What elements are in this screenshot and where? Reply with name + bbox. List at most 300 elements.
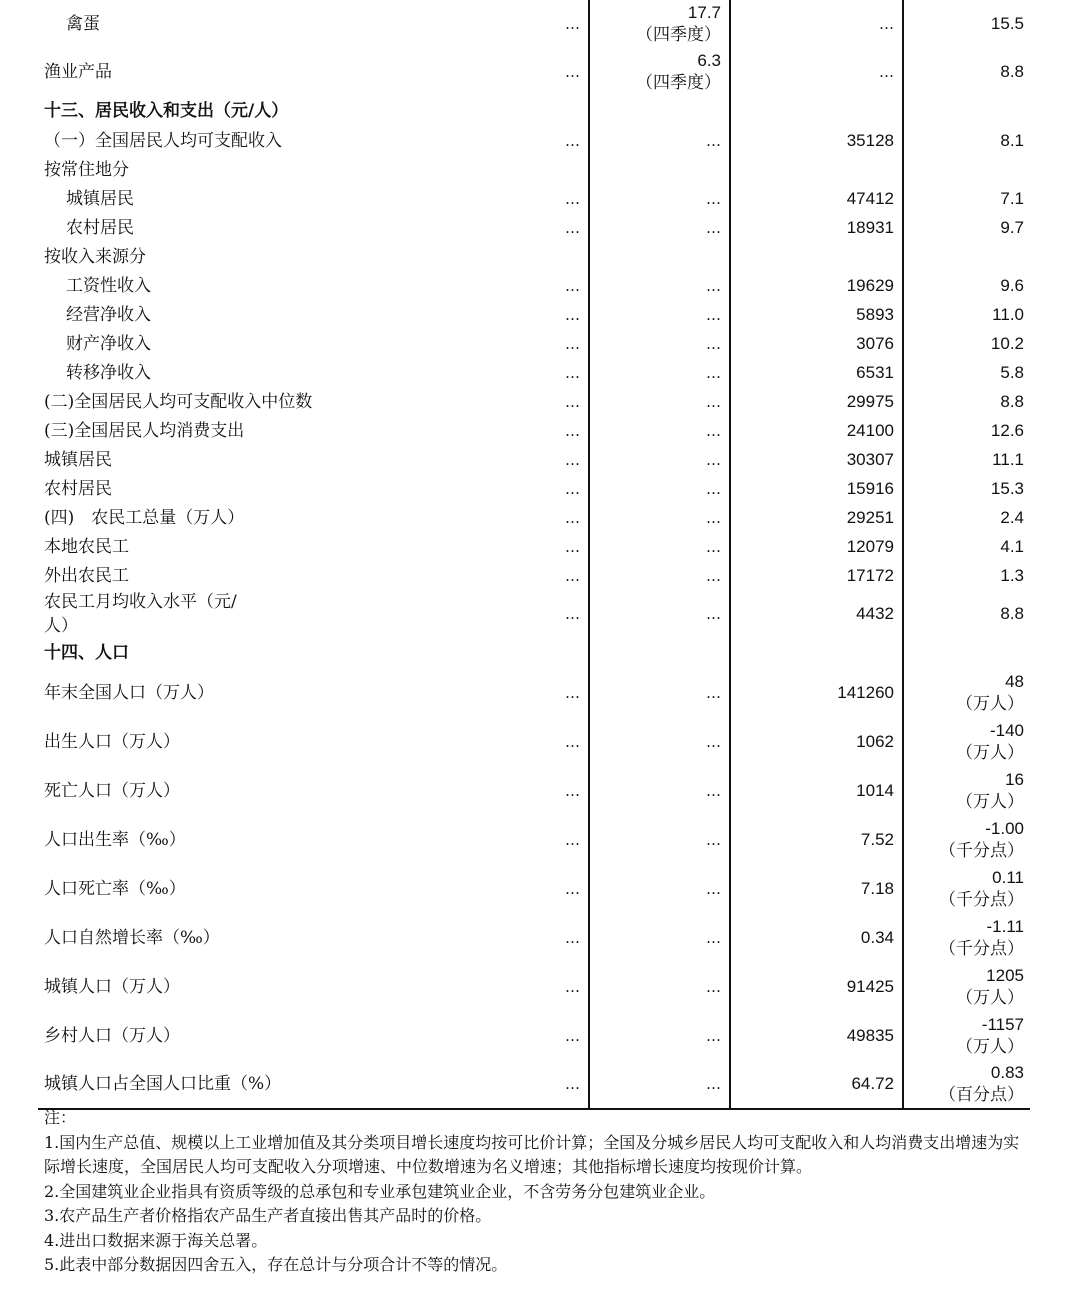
cell-value: 1.3 — [1000, 565, 1024, 585]
cell-c3 — [730, 416, 903, 445]
cell-value: 49835 — [846, 1025, 894, 1045]
cell-c1 — [438, 717, 589, 766]
row-label — [38, 48, 438, 96]
row-label-text: 农村居民 — [66, 217, 134, 238]
row-label-text: （一）全国居民人均可支配收入 — [44, 130, 282, 151]
ellipsis-value: … — [565, 1075, 580, 1093]
row-label-text: 城镇人口占全国人口比重（%） — [44, 1074, 282, 1094]
ellipsis-value: … — [706, 537, 721, 556]
row-label — [38, 766, 438, 815]
cell-value: 10.2 — [990, 333, 1024, 353]
table-row — [38, 358, 1030, 387]
table-row — [38, 962, 1030, 1011]
ellipsis-value: … — [706, 305, 721, 324]
cell-c1 — [438, 445, 589, 474]
cell-c2 — [589, 358, 730, 387]
ellipsis-value: … — [565, 450, 580, 469]
row-label-text: 人口自然增长率（‰） — [44, 927, 220, 948]
cell-c3 — [730, 962, 903, 1011]
ellipsis-value: … — [706, 977, 721, 996]
cell-c1 — [438, 126, 589, 155]
row-label — [38, 387, 438, 416]
row-label — [38, 0, 438, 48]
cell-value: 1062 — [856, 731, 894, 751]
cell-c1 — [438, 213, 589, 242]
row-label-text: (二)全国居民人均可支配收入中位数 — [44, 391, 313, 412]
row-label-text: 十四、人口 — [44, 643, 129, 663]
ellipsis-value: … — [565, 781, 580, 800]
cell-c4 — [903, 864, 1030, 913]
cell-c4 — [903, 766, 1030, 815]
table-row — [38, 300, 1030, 329]
ellipsis-value: … — [565, 1026, 580, 1045]
cell-c2 — [589, 474, 730, 503]
cell-value: 2.4 — [1000, 507, 1024, 527]
table-row — [38, 717, 1030, 766]
cell-c1 — [438, 358, 589, 387]
cell-c1 — [438, 532, 589, 561]
notes-section — [44, 1106, 1029, 1278]
cell-unit-note: （千分点） — [939, 840, 1024, 861]
row-label-text: 财产净收入 — [66, 333, 151, 354]
cell-value: 64.72 — [851, 1074, 894, 1093]
cell-c2 — [589, 0, 730, 48]
cell-c3 — [730, 0, 903, 48]
cell-c2 — [589, 561, 730, 590]
ellipsis-value: … — [565, 189, 580, 208]
note-item-5: 5.此表中部分数据因四舍五入，存在总计与分项合计不等的情况。 — [44, 1255, 508, 1274]
cell-c2 — [589, 48, 730, 96]
row-label-text: 禽蛋 — [66, 14, 100, 34]
cell-value: -140 — [989, 720, 1024, 740]
cell-value: 47412 — [846, 188, 894, 208]
cell-c3 — [730, 155, 903, 184]
cell-value: 11.0 — [992, 304, 1024, 324]
ellipsis-value: … — [706, 879, 721, 898]
ellipsis-value: … — [565, 928, 580, 947]
cell-unit-note: （四季度） — [636, 25, 721, 45]
ellipsis-value: … — [706, 479, 721, 498]
cell-unit-note: （四季度） — [636, 73, 721, 93]
row-label — [38, 561, 438, 590]
cell-c3 — [730, 864, 903, 913]
ellipsis-value: … — [565, 508, 580, 527]
row-label — [38, 864, 438, 913]
row-label-text: 农村居民 — [44, 478, 112, 499]
cell-c1 — [438, 474, 589, 503]
table-row — [38, 766, 1030, 815]
cell-value: 1014 — [856, 780, 894, 800]
cell-c3 — [730, 48, 903, 96]
ellipsis-value: … — [706, 421, 721, 440]
cell-c3 — [730, 638, 903, 668]
row-label — [38, 590, 438, 638]
cell-c4 — [903, 329, 1030, 358]
group-header-row — [38, 155, 1030, 184]
cell-c2 — [589, 416, 730, 445]
section-header-row — [38, 638, 1030, 668]
row-label-text: 渔业产品 — [44, 62, 112, 82]
ellipsis-value: … — [706, 218, 721, 237]
cell-c1 — [438, 590, 589, 638]
cell-c2 — [589, 329, 730, 358]
cell-c3 — [730, 913, 903, 962]
cell-value: 5.8 — [1000, 362, 1024, 382]
cell-value: 15916 — [846, 478, 894, 498]
cell-c3 — [730, 300, 903, 329]
cell-value: 141260 — [837, 682, 894, 702]
ellipsis-value: … — [706, 732, 721, 751]
row-label-text: 本地农民工 — [44, 536, 129, 557]
ellipsis-value: … — [565, 683, 580, 702]
row-label — [38, 815, 438, 864]
row-label-text: 转移净收入 — [66, 362, 151, 383]
table-row — [38, 184, 1030, 213]
table-row — [38, 0, 1030, 48]
cell-c4 — [903, 155, 1030, 184]
cell-c4 — [903, 126, 1030, 155]
ellipsis-value: … — [706, 508, 721, 527]
cell-c3 — [730, 590, 903, 638]
cell-c2 — [589, 1011, 730, 1060]
cell-c1 — [438, 913, 589, 962]
cell-unit-note: （千分点） — [939, 938, 1024, 959]
row-label — [38, 638, 438, 668]
row-label — [38, 962, 438, 1011]
cell-value: 17.7 — [687, 3, 721, 22]
ellipsis-value: … — [565, 566, 580, 585]
table-body — [38, 0, 1030, 1109]
cell-value: 4.1 — [1000, 536, 1024, 556]
ellipsis-value: … — [565, 276, 580, 295]
cell-value: 4432 — [856, 604, 894, 623]
ellipsis-value: … — [706, 566, 721, 585]
cell-c1 — [438, 416, 589, 445]
table-row — [38, 329, 1030, 358]
ellipsis-value: … — [565, 977, 580, 996]
row-label-text: 按收入来源分 — [44, 246, 146, 267]
table-row — [38, 532, 1030, 561]
row-label-text: 城镇人口（万人） — [44, 976, 180, 997]
cell-c4 — [903, 1060, 1030, 1109]
row-label — [38, 474, 438, 503]
cell-c1 — [438, 503, 589, 532]
cell-c1 — [438, 1060, 589, 1109]
cell-c3 — [730, 532, 903, 561]
ellipsis-value: … — [706, 781, 721, 800]
cell-value: 12079 — [846, 536, 894, 556]
cell-c1 — [438, 962, 589, 1011]
ellipsis-value: … — [565, 537, 580, 556]
row-label-text: 城镇居民 — [44, 449, 112, 470]
cell-c1 — [438, 48, 589, 96]
cell-c4 — [903, 184, 1030, 213]
cell-value: 35128 — [846, 130, 894, 150]
cell-c1 — [438, 668, 589, 717]
cell-value: 9.6 — [1000, 275, 1024, 295]
cell-c3 — [730, 445, 903, 474]
cell-unit-note: （千分点） — [939, 889, 1024, 910]
cell-value: 8.8 — [1000, 391, 1024, 411]
row-label-text: 乡村人口（万人） — [44, 1025, 180, 1046]
table-row — [38, 668, 1030, 717]
cell-c2 — [589, 242, 730, 271]
row-label-text: 人口出生率（‰） — [44, 829, 186, 850]
row-label — [38, 1011, 438, 1060]
ellipsis-value: … — [706, 363, 721, 382]
cell-c2 — [589, 590, 730, 638]
cell-c3 — [730, 126, 903, 155]
table-row — [38, 590, 1030, 638]
cell-c2 — [589, 913, 730, 962]
cell-c2 — [589, 668, 730, 717]
cell-c3 — [730, 1011, 903, 1060]
cell-unit-note: （万人） — [956, 693, 1024, 714]
cell-c3 — [730, 96, 903, 126]
section-header-row — [38, 96, 1030, 126]
cell-c1 — [438, 387, 589, 416]
cell-c1 — [438, 815, 589, 864]
notes-heading: 注： — [44, 1108, 77, 1127]
row-label — [38, 242, 438, 271]
ellipsis-value: … — [565, 305, 580, 324]
cell-value: 91425 — [846, 976, 894, 996]
cell-c1 — [438, 271, 589, 300]
cell-c1 — [438, 242, 589, 271]
ellipsis-value: … — [706, 1075, 721, 1093]
table-row — [38, 503, 1030, 532]
row-label — [38, 358, 438, 387]
cell-c4 — [903, 962, 1030, 1011]
cell-c4 — [903, 532, 1030, 561]
cell-c4 — [903, 590, 1030, 638]
cell-c3 — [730, 474, 903, 503]
cell-c2 — [589, 638, 730, 668]
cell-c2 — [589, 184, 730, 213]
cell-value: 0.83 — [990, 1063, 1024, 1082]
cell-c4 — [903, 48, 1030, 96]
cell-c4 — [903, 503, 1030, 532]
row-label-text: 城镇居民 — [66, 188, 134, 209]
table-row — [38, 474, 1030, 503]
cell-c2 — [589, 1060, 730, 1109]
row-label — [38, 532, 438, 561]
cell-unit-note: （万人） — [956, 742, 1024, 763]
table-row — [38, 815, 1030, 864]
row-label-text: 死亡人口（万人） — [44, 780, 180, 801]
row-label — [38, 668, 438, 717]
cell-value: 0.34 — [860, 927, 894, 947]
cell-value: 5893 — [856, 304, 894, 324]
note-item-2: 2.全国建筑业企业指具有资质等级的总承包和专业承包建筑业企业，不含劳务分包建筑业企业。 — [44, 1181, 716, 1201]
ellipsis-value: … — [565, 830, 580, 849]
cell-c3 — [730, 387, 903, 416]
table-row — [38, 271, 1030, 300]
row-label — [38, 300, 438, 329]
cell-value: 7.52 — [860, 829, 894, 849]
note-item-1: 1.国内生产总值、规模以上工业增加值及其分类项目增长速度均按可比价计算；全国及分城乡居民人均可支配收入和人均消费支出增速为实际增长速度，全国居民人均可支配收入分项增速、中位数增速为名义增速；其他指标增长速度均按现价计算。 — [44, 1132, 1020, 1176]
table-row — [38, 213, 1030, 242]
row-label-text: 出生人口（万人） — [44, 731, 180, 752]
ellipsis-value: … — [706, 683, 721, 702]
cell-c4 — [903, 668, 1030, 717]
ellipsis-value: … — [706, 928, 721, 947]
ellipsis-value: … — [565, 334, 580, 353]
cell-c2 — [589, 815, 730, 864]
cell-c2 — [589, 96, 730, 126]
row-label — [38, 416, 438, 445]
cell-value: 15.3 — [990, 478, 1024, 498]
cell-c4 — [903, 815, 1030, 864]
cell-c1 — [438, 300, 589, 329]
cell-c1 — [438, 864, 589, 913]
ellipsis-value: … — [706, 276, 721, 295]
cell-value: 16 — [1005, 769, 1024, 789]
cell-c4 — [903, 271, 1030, 300]
ellipsis-value: … — [706, 605, 721, 623]
cell-value: 3076 — [856, 333, 894, 353]
cell-value: 8.8 — [1000, 62, 1024, 81]
row-label-text: (三)全国居民人均消费支出 — [44, 420, 245, 441]
cell-unit-note: （百分点） — [939, 1085, 1024, 1105]
ellipsis-value: … — [565, 732, 580, 751]
cell-c3 — [730, 815, 903, 864]
cell-c1 — [438, 96, 589, 126]
ellipsis-value: … — [565, 879, 580, 898]
row-label — [38, 184, 438, 213]
cell-value: 24100 — [846, 420, 894, 440]
table-row — [38, 126, 1030, 155]
group-header-row — [38, 242, 1030, 271]
cell-value: 18931 — [846, 217, 894, 237]
cell-c3 — [730, 503, 903, 532]
cell-c4 — [903, 300, 1030, 329]
cell-c2 — [589, 717, 730, 766]
row-label-text: 外出农民工 — [44, 565, 129, 586]
ellipsis-value: … — [565, 218, 580, 237]
row-label — [38, 717, 438, 766]
cell-c3 — [730, 668, 903, 717]
table-row — [38, 1011, 1030, 1060]
row-label-text: (四) 农民工总量（万人） — [44, 507, 245, 528]
row-label — [38, 913, 438, 962]
cell-value: 11.1 — [992, 449, 1024, 469]
cell-c3 — [730, 358, 903, 387]
note-item-4: 4.进出口数据来源于海关总署。 — [44, 1230, 268, 1250]
cell-c1 — [438, 1011, 589, 1060]
cell-c2 — [589, 503, 730, 532]
cell-c4 — [903, 416, 1030, 445]
cell-c2 — [589, 532, 730, 561]
row-label-text: 农民工月均收入水平（元/人） — [44, 592, 237, 636]
cell-c4 — [903, 717, 1030, 766]
table-row — [38, 48, 1030, 96]
cell-c1 — [438, 184, 589, 213]
table-row — [38, 387, 1030, 416]
row-label-text: 按常住地分 — [44, 159, 129, 180]
cell-c2 — [589, 445, 730, 474]
cell-value: 8.1 — [1000, 130, 1024, 150]
ellipsis-value: … — [706, 1026, 721, 1045]
cell-c2 — [589, 962, 730, 1011]
row-label-text: 经营净收入 — [66, 304, 151, 325]
table-row — [38, 1060, 1030, 1109]
table-row — [38, 561, 1030, 590]
cell-c4 — [903, 474, 1030, 503]
cell-c4 — [903, 242, 1030, 271]
ellipsis-value: … — [565, 131, 580, 150]
cell-c4 — [903, 96, 1030, 126]
cell-c4 — [903, 1011, 1030, 1060]
row-label — [38, 96, 438, 126]
row-label — [38, 329, 438, 358]
row-label — [38, 126, 438, 155]
cell-value: -1.11 — [986, 916, 1024, 936]
cell-c3 — [730, 184, 903, 213]
cell-c4 — [903, 913, 1030, 962]
cell-value: 7.1 — [1000, 188, 1024, 208]
cell-c3 — [730, 1060, 903, 1109]
cell-c2 — [589, 213, 730, 242]
ellipsis-value: … — [565, 63, 580, 81]
cell-c1 — [438, 329, 589, 358]
cell-c3 — [730, 271, 903, 300]
cell-value: 17172 — [846, 565, 894, 585]
ellipsis-value: … — [879, 15, 894, 33]
ellipsis-value: … — [565, 421, 580, 440]
cell-value: 19629 — [846, 275, 894, 295]
cell-c1 — [438, 638, 589, 668]
table-row — [38, 416, 1030, 445]
cell-c2 — [589, 387, 730, 416]
row-label — [38, 503, 438, 532]
cell-c2 — [589, 766, 730, 815]
cell-unit-note: （万人） — [956, 1036, 1024, 1057]
cell-value: 9.7 — [1000, 217, 1024, 237]
table-row — [38, 445, 1030, 474]
cell-c4 — [903, 445, 1030, 474]
ellipsis-value: … — [565, 605, 580, 623]
cell-c2 — [589, 155, 730, 184]
ellipsis-value: … — [565, 392, 580, 411]
cell-value: 7.18 — [860, 878, 894, 898]
cell-c4 — [903, 561, 1030, 590]
row-label — [38, 1060, 438, 1109]
row-label-text: 年末全国人口（万人） — [44, 682, 214, 703]
cell-value: 29975 — [846, 391, 894, 411]
row-label — [38, 213, 438, 242]
table-row — [38, 913, 1030, 962]
cell-c2 — [589, 300, 730, 329]
cell-value: 6531 — [856, 362, 894, 382]
cell-value: 0.11 — [992, 867, 1024, 887]
statistics-table — [38, 0, 1030, 1110]
ellipsis-value: … — [706, 392, 721, 411]
cell-value: 1205 — [986, 965, 1024, 985]
ellipsis-value: … — [706, 450, 721, 469]
cell-c1 — [438, 0, 589, 48]
cell-value: 15.5 — [990, 14, 1024, 33]
cell-c4 — [903, 387, 1030, 416]
cell-c1 — [438, 561, 589, 590]
cell-c4 — [903, 213, 1030, 242]
row-label — [38, 271, 438, 300]
note-item-3: 3.农产品生产者价格指农产品生产者直接出售其产品时的价格。 — [44, 1206, 492, 1225]
row-label — [38, 155, 438, 184]
cell-c1 — [438, 766, 589, 815]
row-label — [38, 445, 438, 474]
ellipsis-value: … — [565, 15, 580, 33]
